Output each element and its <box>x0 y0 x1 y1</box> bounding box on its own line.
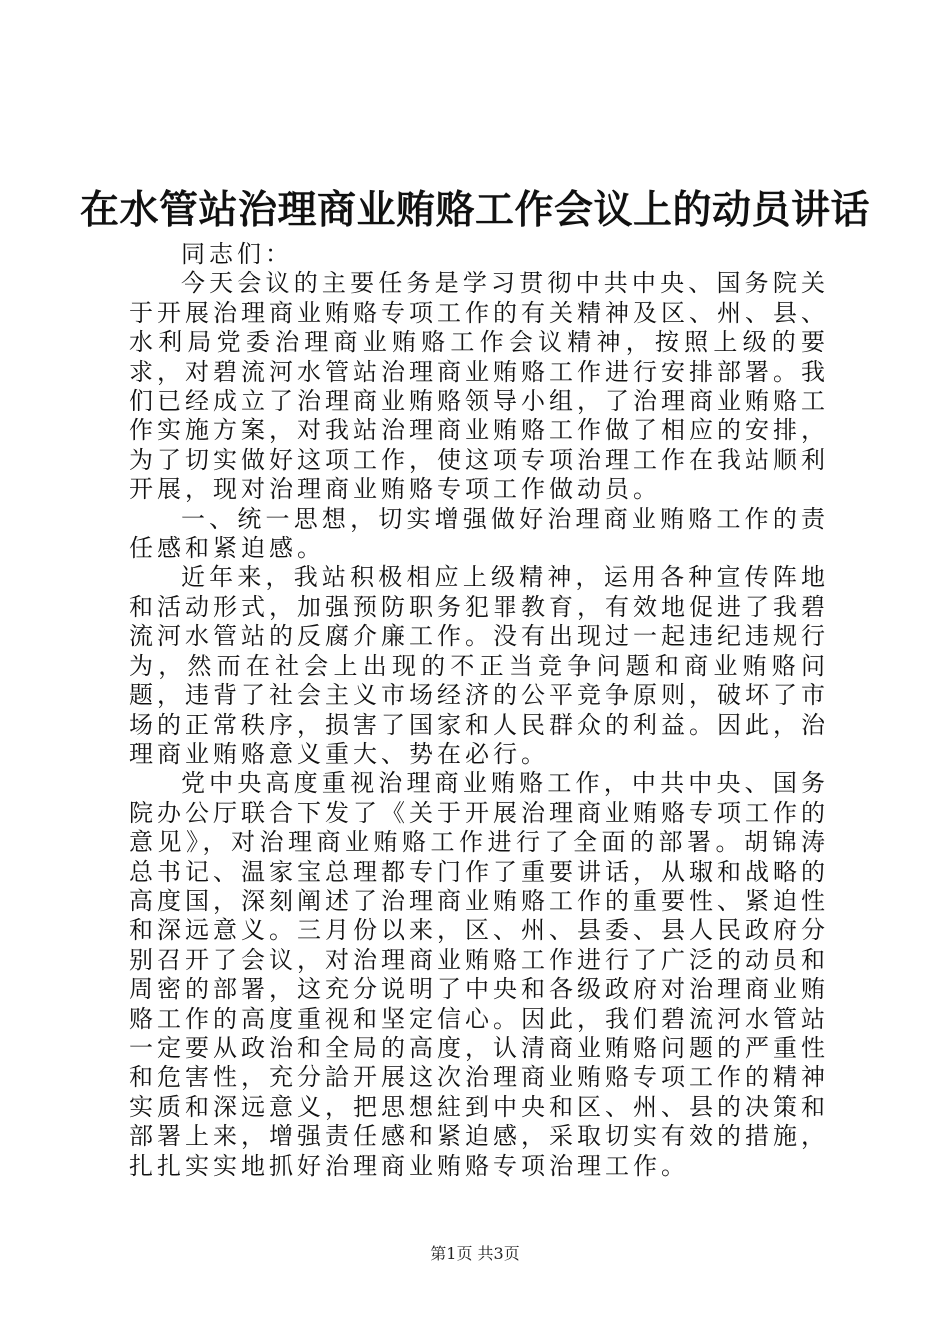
paragraph-recent-years: 近年来，我站积极相应上级精神，运用各种宣传阵地和活动形式，加强预防职务犯罪教育，有效地促进了我碧流河水管站的反腐介廉工作。没有出现过一起违纪违规行为，然而在社会上出现的不正当竞争问题和商业贿赂问题，违背了社会主义市场经济的公平竞争原则，破坏了市场的正常秩序，损害了国家和人民群众的利益。因此，治理商业贿赂意义重大、势在必行。 <box>129 563 829 768</box>
paragraph-intro: 今天会议的主要任务是学习贯彻中共中央、国务院关于开展治理商业贿赂专项工作的有关精神及区、州、县、水利局党委治理商业贿赂工作会议精神，按照上级的要求，对碧流河水管站治理商业贿赂工作进行安排部署。我们已经成立了治理商业贿赂领导小组，了治理商业贿赂工作实施方案，对我站治理商业贿赂工作做了相应的安排，为了切实做好这项工作，使这项专项治理工作在我站顺利开展，现对治理商业贿赂专项工作做动员。 <box>129 269 829 504</box>
section-heading-1: 一、统一思想，切实增强做好治理商业贿赂工作的责任感和紧迫感。 <box>129 504 829 563</box>
document-title: 在水管站治理商业贿赂工作会议上的动员讲话 <box>79 187 870 233</box>
document-body <box>129 240 829 1181</box>
page-number-footer: 第1页 共3页 <box>430 1244 520 1263</box>
paragraph-central-committee: 党中央高度重视治理商业贿赂工作，中共中央、国务院办公厅联合下发了《关于开展治理商业贿赂专项工作的意见》，对治理商业贿赂工作进行了全面的部署。胡锦涛总书记、温家宝总理都专门作了重要讲话，从琡和战略的高度国，深刻阐述了治理商业贿赂工作的重要性、紧迫性和深远意义。三月份以来，区、州、县委、县人民政府分别召开了会议，对治理商业贿赂工作进行了广泛的动员和周密的部署，这充分说明了中央和各级政府对治理商业贿赂工作的高度重视和坚定信心。因此，我们碧流河水管站一定要从政治和全局的高度，认清商业贿赂问题的严重性和危害性，充分詥开展这次治理商业贿赂专项工作的精神实质和深远意义，把思想紸到中央和区、州、县的决策和部署上来，增强责任感和紧迫感，采取切实有效的措施，扎扎实实地抓好治理商业贿赂专项治理工作。 <box>129 769 829 1180</box>
salutation: 同志们： <box>181 240 293 268</box>
